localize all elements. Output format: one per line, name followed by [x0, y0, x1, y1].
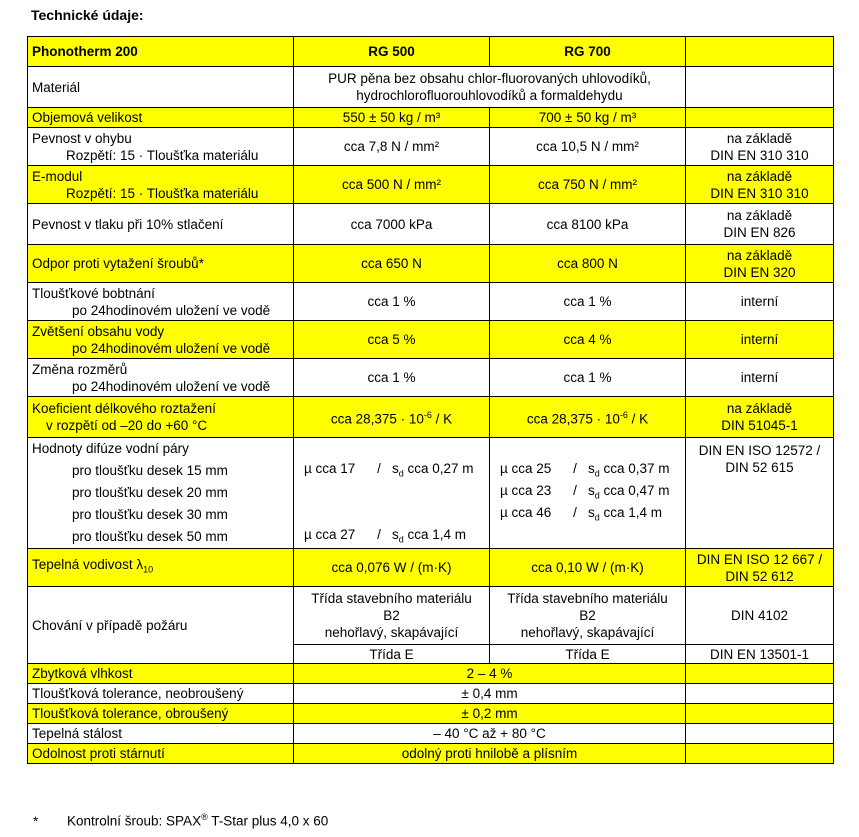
row-label: Tloušťkové bobtnání po 24hodinovém uložení ve vodě	[28, 283, 294, 321]
diffusion-value: µ cca $46 / s_d$ cca 1,4 m	[500, 505, 663, 523]
diffusion-value	[298, 502, 485, 524]
norm: na základě DIN 51045-1	[686, 397, 834, 438]
row-label: Tepelná vodivost $\lambda_{10}$	[28, 549, 294, 587]
row-label: Pevnost v tlaku při 10% stlačení	[28, 204, 294, 245]
norm: na základě DIN EN 320	[686, 245, 834, 283]
row-label: Odpor proti vytažení šroubů*	[28, 245, 294, 283]
table-row-conductivity	[28, 549, 834, 587]
list-item: pro tloušťku desek 50 mm	[72, 529, 228, 544]
value-rg700: cca 8100 kPa	[490, 204, 686, 245]
row-label: Zvětšení obsahu vody po 24hodinovém uložení ve vodě	[28, 321, 294, 359]
value-rg700: Třída stavebního materiálu B2 nehořlavý, skapávající	[490, 587, 686, 645]
product-name: Phonotherm 200	[28, 37, 294, 67]
value-rg500: Třída E	[294, 645, 490, 664]
norm: na základě DIN EN 310 310	[686, 128, 834, 166]
table-row-bending	[28, 128, 834, 166]
value-rg700: cca 1 %	[490, 283, 686, 321]
row-value: 2 – 4 %	[294, 664, 686, 684]
row-label: Změna rozměrů po 24hodinovém uložení ve vodě	[28, 359, 294, 397]
value-rg500	[294, 438, 490, 549]
table-row-thermal	[28, 724, 834, 744]
diffusion-value: µ cca $17 / s_d$ cca 0,27 m	[304, 461, 474, 479]
table-row-moisture	[28, 664, 834, 684]
table-header-row	[28, 37, 834, 67]
footnote: * Kontrolní šroub: SPAX® T-Star plus 4,0 x 60	[33, 812, 329, 829]
value-rg700: cca $28,375 \cdot 10^{-6} / K$	[490, 397, 686, 438]
col-rg700: RG 700	[490, 37, 686, 67]
norm: na základě DIN EN 310 310	[686, 166, 834, 204]
value-rg500: cca 7000 kPa	[294, 204, 490, 245]
table-row-emodul	[28, 166, 834, 204]
value-rg500: cca 650 N	[294, 245, 490, 283]
row-value: PUR pěna bez obsahu chlor-fluorovaných uhlovodíků, hydrochlorofluorouhlovodíků a formaldehydu	[294, 67, 686, 108]
table-row-aging	[28, 744, 834, 764]
col-norm	[686, 37, 834, 67]
row-label: Objemová velikost	[28, 108, 294, 128]
diffusion-value: µ cca $23 / s_d$ cca 0,47 m	[500, 483, 670, 501]
norm: DIN EN ISO 12 667 / DIN 52 612	[686, 549, 834, 587]
row-label: Pevnost v ohybu Rozpětí: 15 · Tloušťka materiálu	[28, 128, 294, 166]
norm: interní	[686, 321, 834, 359]
norm: DIN EN 13501-1	[686, 645, 834, 664]
value-rg700: cca 10,5 N / mm²	[490, 128, 686, 166]
norm: DIN 4102	[686, 587, 834, 645]
table-row-material	[28, 67, 834, 108]
value-rg700: Třída E	[490, 645, 686, 664]
diffusion-value	[494, 524, 681, 546]
row-label: Odolnost proti stárnutí	[28, 744, 294, 764]
row-value: ± 0,2 mm	[294, 704, 686, 724]
diffusion-value	[298, 480, 485, 502]
value-rg500: cca $28,375 \cdot 10^{-6} / K$	[294, 397, 490, 438]
value-rg700	[490, 438, 686, 549]
table-row-water	[28, 321, 834, 359]
value-rg500: cca 1 %	[294, 359, 490, 397]
list-item: pro tloušťku desek 15 mm	[72, 463, 228, 478]
row-label: Zbytková vlhkost	[28, 664, 294, 684]
diffusion-value: µ cca $25 / s_d$ cca 0,37 m	[500, 461, 670, 479]
table-row-compression	[28, 204, 834, 245]
row-value: ± 0,4 mm	[294, 684, 686, 704]
value-rg700: cca 1 %	[490, 359, 686, 397]
table-row-expansion	[28, 397, 834, 438]
value-rg700: cca 4 %	[490, 321, 686, 359]
section-title: Technické údaje:	[31, 7, 144, 23]
norm: interní	[686, 359, 834, 397]
value-rg700: cca 0,10 W / (m·K)	[490, 549, 686, 587]
value-rg500: cca 5 %	[294, 321, 490, 359]
value-rg700: cca 750 N / mm²	[490, 166, 686, 204]
row-label: Tloušťková tolerance, obroušený	[28, 704, 294, 724]
row-label: Chování v případě požáru	[28, 587, 294, 664]
row-label: Hodnoty difúze vodní páry pro tloušťku desek 15 mm pro tloušťku desek 20 mm pro tloušťku desek 30 mm pro tloušťku desek 50 mm	[28, 438, 294, 549]
value-rg500: cca 7,8 N / mm²	[294, 128, 490, 166]
value-rg500: 550 ± 50 kg / m³	[294, 108, 490, 128]
list-item: pro tloušťku desek 30 mm	[72, 507, 228, 522]
norm: na základě DIN EN 826	[686, 204, 834, 245]
table-row-fire	[28, 587, 834, 645]
row-label: E-modul Rozpětí: 15 · Tloušťka materiálu	[28, 166, 294, 204]
row-label: Koeficient délkového roztažení v rozpětí od –20 do +60 °C	[28, 397, 294, 438]
row-value: – 40 °C až + 80 °C	[294, 724, 686, 744]
diffusion-value: µ cca $27 / s_d$ cca 1,4 m	[304, 527, 467, 545]
norm: interní	[686, 283, 834, 321]
value-rg500: cca 1 %	[294, 283, 490, 321]
table-row-dimension	[28, 359, 834, 397]
table-row-tol-raw	[28, 684, 834, 704]
row-value: odolný proti hnilobě a plísním	[294, 744, 686, 764]
value-rg700: 700 ± 50 kg / m³	[490, 108, 686, 128]
spec-table	[27, 36, 834, 764]
col-rg500: RG 500	[294, 37, 490, 67]
value-rg700: cca 800 N	[490, 245, 686, 283]
table-row-tol-ground	[28, 704, 834, 724]
value-rg500: Třída stavebního materiálu B2 nehořlavý, skapávající	[294, 587, 490, 645]
table-row-swelling	[28, 283, 834, 321]
table-row-diffusion	[28, 438, 834, 549]
value-rg500: cca 0,076 W / (m·K)	[294, 549, 490, 587]
table-row-screw	[28, 245, 834, 283]
row-label: Materiál	[28, 67, 294, 108]
row-label: Tloušťková tolerance, neobroušený	[28, 684, 294, 704]
list-item: pro tloušťku desek 20 mm	[72, 485, 228, 500]
row-label: Tepelná stálost	[28, 724, 294, 744]
table-row-density	[28, 108, 834, 128]
value-rg500: cca 500 N / mm²	[294, 166, 490, 204]
norm: DIN EN ISO 12572 / DIN 52 615	[686, 438, 834, 549]
